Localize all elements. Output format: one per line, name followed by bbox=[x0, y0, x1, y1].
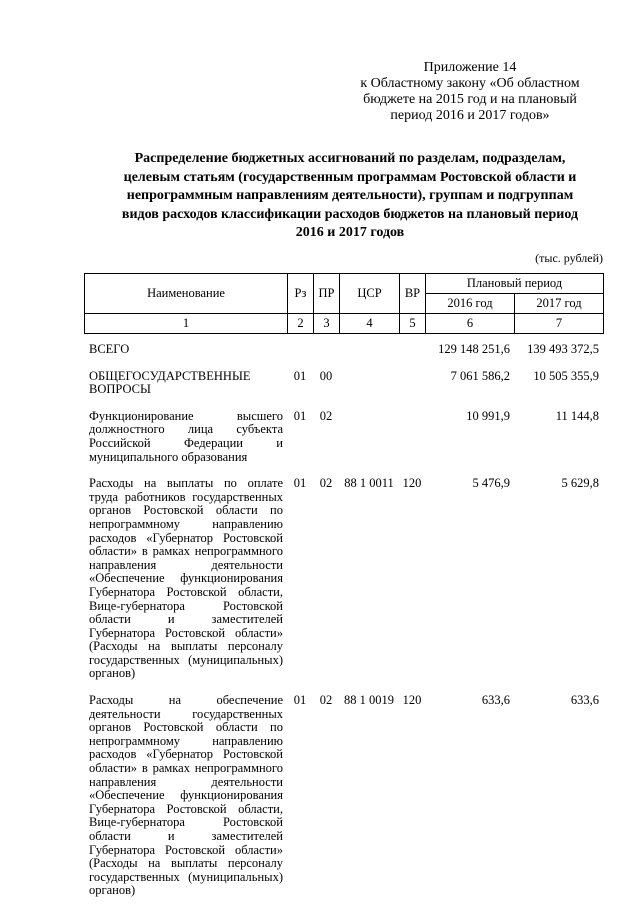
appendix-line: бюджете на 2015 год и на плановый bbox=[363, 92, 577, 107]
appendix-header bbox=[330, 60, 610, 124]
table-row bbox=[84, 477, 603, 694]
table-body bbox=[84, 343, 603, 911]
title-line: видов расходов классификации расходов бюджетов на плановый период bbox=[121, 206, 579, 222]
row-name: ОБЩЕГОСУДАРСТВЕННЫЕ ВОПРОСЫ bbox=[89, 368, 251, 397]
row-pr: 00 bbox=[319, 368, 333, 383]
header-planned-period: Плановый период bbox=[426, 274, 604, 294]
column-number: 5 bbox=[400, 314, 426, 334]
table-row bbox=[84, 410, 603, 477]
row-csr: 88 1 0011 bbox=[344, 476, 394, 491]
title-line: целевым статьям (государственным программам Ростовской области и bbox=[123, 169, 577, 185]
row-rz bbox=[287, 343, 313, 370]
row-csr bbox=[339, 343, 399, 370]
row-vr bbox=[399, 370, 425, 410]
row-2016: 129 148 251,6 bbox=[438, 342, 510, 356]
row-rz: 01 bbox=[293, 368, 307, 383]
row-2016: 5 476,9 bbox=[472, 476, 510, 491]
column-number: 4 bbox=[340, 314, 400, 334]
row-vr bbox=[399, 410, 425, 477]
row-pr: 02 bbox=[319, 476, 333, 491]
row-2016: 7 061 586,2 bbox=[450, 368, 510, 383]
row-vr: 120 bbox=[402, 476, 422, 491]
row-2017: 10 505 355,9 bbox=[533, 368, 599, 383]
row-rz: 01 bbox=[293, 476, 307, 491]
row-name: ВСЕГО bbox=[89, 342, 130, 356]
row-csr bbox=[339, 370, 399, 410]
row-name: Функционирование высшего должностного лица субъекта Российской Федерации и муниципального образования bbox=[89, 408, 283, 464]
column-number: 1 bbox=[85, 314, 288, 334]
row-csr: 88 1 0019 bbox=[344, 693, 394, 708]
header-rz: Рз bbox=[288, 274, 314, 314]
row-rz: 01 bbox=[293, 408, 307, 423]
header-pr: ПР bbox=[314, 274, 340, 314]
title-line: 2016 и 2017 годов bbox=[295, 225, 405, 240]
row-vr: 120 bbox=[402, 693, 422, 708]
row-2017: 633,6 bbox=[570, 693, 599, 708]
table-row bbox=[84, 694, 603, 911]
header-name: Наименование bbox=[85, 274, 288, 314]
header-vr: ВР bbox=[400, 274, 426, 314]
row-2016: 633,6 bbox=[481, 693, 510, 708]
appendix-line: Приложение 14 bbox=[423, 60, 517, 75]
row-name: Расходы на выплаты по оплате труда работников государственных органов Ростовской области по непрограммному направлению расходов «Губернатор Ростовской области» в рамках непрограммного направления деятельности «Обеспечение функционирования Губернатора Ростовской области, Вице-губернатора Ростовской области и заместителей Губернатора Ростовской области» (Расходы на выплаты персоналу государственных (муниципальных) органов) bbox=[89, 476, 283, 681]
row-2016: 10 991,9 bbox=[466, 408, 510, 423]
row-pr: 02 bbox=[319, 693, 333, 708]
appendix-line: к Областному закону «Об областном bbox=[360, 76, 580, 91]
column-number: 2 bbox=[288, 314, 314, 334]
row-2017: 139 493 372,5 bbox=[527, 342, 599, 356]
row-csr bbox=[339, 410, 399, 477]
table-row bbox=[84, 370, 603, 410]
row-pr bbox=[313, 343, 339, 370]
column-number: 3 bbox=[314, 314, 340, 334]
document-title bbox=[80, 150, 620, 243]
header-2016: 2016 год bbox=[426, 294, 515, 314]
row-pr: 02 bbox=[319, 408, 333, 423]
row-rz: 01 bbox=[293, 693, 307, 708]
row-2017: 11 144,8 bbox=[555, 408, 599, 423]
table-row bbox=[84, 343, 603, 370]
row-name: Расходы на обеспечение деятельности государственных органов Ростовской области по непрограммному направлению расходов «Губернатор Ростовской области» в рамках непрограммного направления деятельности «Обеспечение функционирования Губернатора Ростовской области, Вице-губернатора Ростовской области и заместителей Губернатора Ростовской области» (Расходы на выплаты персоналу государственных (муниципальных) органов) bbox=[89, 693, 283, 898]
column-number: 6 bbox=[426, 314, 515, 334]
title-line: непрограммным направлениям деятельности), группам и подгруппам bbox=[126, 188, 574, 203]
table-header bbox=[84, 273, 604, 334]
header-csr: ЦСР bbox=[340, 274, 400, 314]
row-vr bbox=[399, 343, 425, 370]
row-2017: 5 629,8 bbox=[561, 476, 599, 491]
title-line: Распределение бюджетных ассигнований по разделам, подразделам, bbox=[134, 151, 566, 166]
column-number: 7 bbox=[515, 314, 604, 334]
units-note: (тыс. рублей) bbox=[535, 251, 603, 265]
header-2017: 2017 год bbox=[515, 294, 604, 314]
appendix-line: период 2016 и 2017 годов» bbox=[390, 108, 550, 123]
